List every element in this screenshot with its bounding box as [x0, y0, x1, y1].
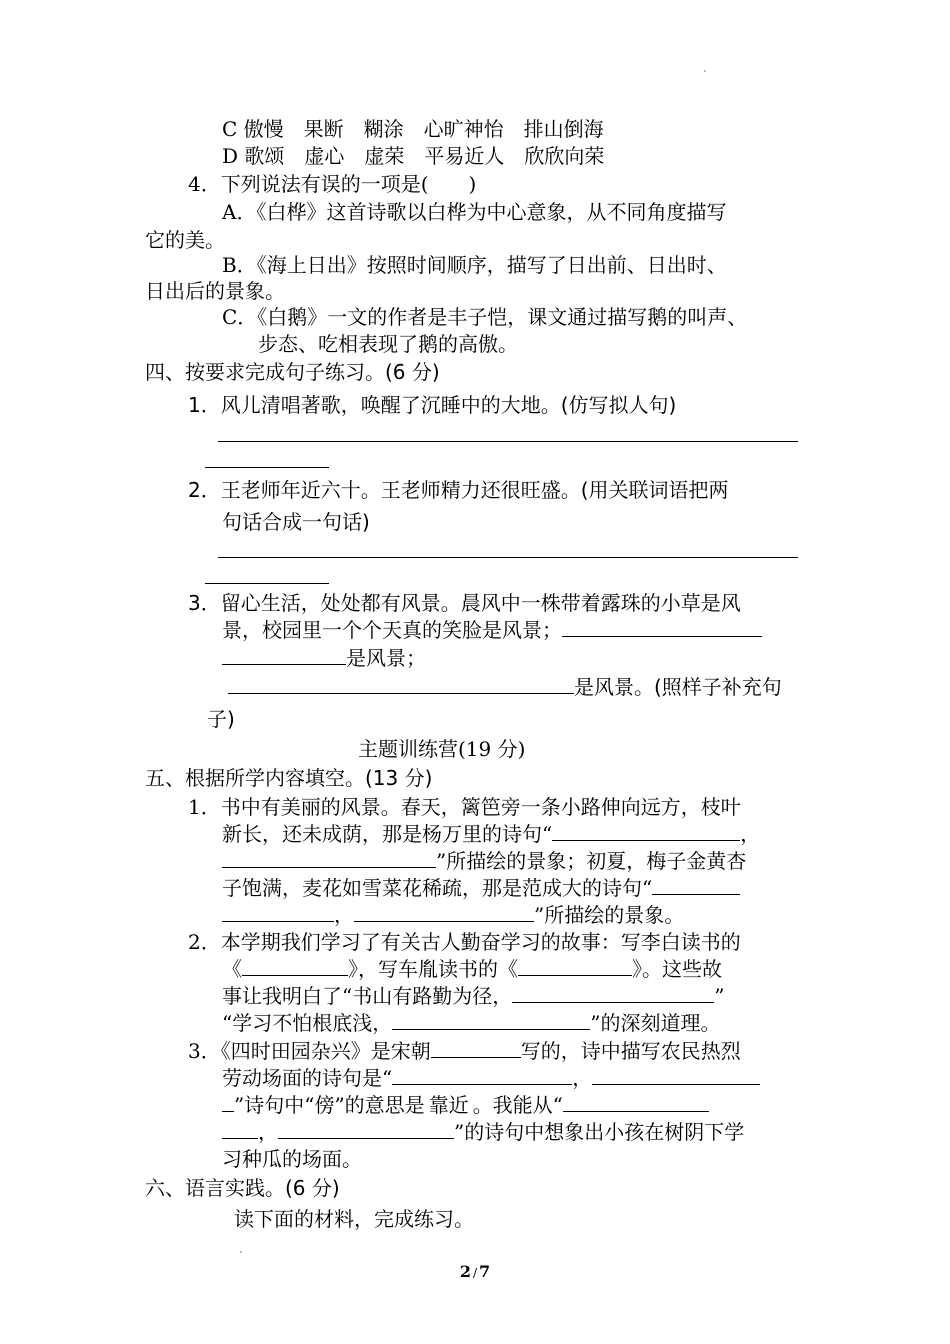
- q1-line2-text: 新长，还未成荫，那是杨万里的诗句“: [222, 822, 553, 846]
- q2-line4-tail: ”的深刻道理。: [590, 1011, 721, 1035]
- section4-q2-line1: 2．王老师年近六十。王老师精力还很旺盛。(用关联词语把两: [188, 478, 729, 502]
- q3-line2-text: 景，校园里一个个天真的笑脸是风景；: [222, 618, 562, 642]
- answer-blank[interactable]: [518, 957, 632, 976]
- q4-stem: 4．下列说法有误的一项是( ): [188, 172, 477, 196]
- q2-line2-mid: 》，写车胤读书的《: [348, 957, 518, 981]
- q3-answer: 靠近: [428, 1093, 469, 1117]
- theme-heading: 主题训练营(19 分): [358, 737, 526, 761]
- section5-title: 五、根据所学内容填空。(13 分): [145, 766, 433, 790]
- section5-q3-line4: [222, 1119, 744, 1145]
- q2-line4-head: “学习不怕根底浅，: [222, 1011, 393, 1035]
- answer-blank[interactable]: [278, 1120, 454, 1139]
- section4-q3-line2: [222, 617, 762, 643]
- answer-blank[interactable]: [222, 646, 346, 665]
- q3-line3-mid: ”诗句中“傍”的意思是: [234, 1093, 425, 1117]
- comma: ，: [740, 822, 761, 846]
- section4-q1: 1．风儿清唱著歌，唤醒了沉睡中的大地。(仿写拟人句): [188, 393, 677, 417]
- answer-blank[interactable]: [652, 876, 740, 895]
- answer-blank[interactable]: [563, 1093, 709, 1112]
- answer-blank[interactable]: [228, 675, 574, 694]
- answer-blank[interactable]: [222, 1120, 258, 1139]
- answer-blank[interactable]: [354, 903, 534, 922]
- q3-line4-tail: 是风景。(照样子补充句: [574, 675, 782, 699]
- section4-q3-line5: 子): [207, 707, 235, 731]
- q3-line4-tail: ”的诗句中想象出小孩在树阴下学: [454, 1120, 745, 1144]
- q1-line5-tail: ”所描绘的景象。: [534, 903, 685, 927]
- comma: ，: [334, 903, 354, 927]
- answer-blank[interactable]: [222, 903, 334, 922]
- section5-q3-line1: [188, 1038, 741, 1064]
- q3-line1-tail: 写的，诗中描写农民热烈: [520, 1039, 741, 1063]
- section5-q1-line1: 1．书中有美丽的风景。春天，篱笆旁一条小路伸向远方，枝叶: [188, 795, 741, 819]
- section5-q1-line5: [222, 902, 684, 928]
- answer-line[interactable]: [205, 467, 329, 468]
- answer-blank[interactable]: [242, 957, 348, 976]
- comma: ，: [572, 1066, 593, 1090]
- quote-close: ”: [714, 984, 725, 1008]
- q4-option-a-line2: 它的美。: [145, 228, 225, 252]
- answer-blank[interactable]: [552, 822, 740, 841]
- q2-line2-tail: 》。这些故: [632, 957, 722, 981]
- q3-line1-head: 3．《四时田园杂兴》是宋朝: [188, 1039, 431, 1063]
- answer-blank[interactable]: [512, 984, 714, 1003]
- answer-blank[interactable]: [431, 1039, 521, 1058]
- section5-q3-line2: [222, 1065, 760, 1091]
- answer-line[interactable]: [205, 583, 329, 584]
- section4-q3-line1: 3．留心生活，处处都有风景。晨风中一株带着露珠的小草是风: [188, 591, 741, 615]
- section5-q1-line3: [222, 848, 746, 874]
- section5-q2-line2: [222, 956, 722, 982]
- section5-q2-line3: [222, 983, 724, 1009]
- section5-q2-line4: [222, 1010, 720, 1036]
- page-current: 2: [459, 1262, 471, 1281]
- q4-option-b-line1: B．《海上日出》按照时间顺序，描写了日出前、日出时、: [222, 253, 727, 277]
- section5-q2-line1: 2．本学期我们学习了有关古人勤奋学习的故事：写李白读书的: [188, 930, 741, 954]
- section4-q3-line3: [222, 645, 426, 671]
- q3-option-c: C 傲慢 果断 糊涂 心旷神怡 排山倒海: [222, 117, 604, 141]
- section5-q1-line4: [222, 875, 740, 901]
- answer-line[interactable]: [218, 441, 798, 442]
- answer-blank[interactable]: [392, 1011, 590, 1030]
- answer-blank[interactable]: [562, 618, 762, 637]
- answer-line[interactable]: [218, 557, 798, 558]
- page-number: [0, 1262, 950, 1283]
- answer-blank[interactable]: [592, 1066, 760, 1085]
- q4-option-c-line2: 步态、吃相表现了鹅的高傲。: [258, 332, 518, 356]
- section5-q1-line2: [222, 821, 760, 847]
- q1-line3-tail: ”所描绘的景象；初夏，梅子金黄杏: [436, 849, 747, 873]
- page-total: 7: [479, 1262, 491, 1281]
- q3-line3-tail: 是风景；: [346, 646, 426, 670]
- book-mark-open: 《: [222, 957, 242, 981]
- q4-option-b-line2: 日出后的景象。: [145, 279, 285, 303]
- q4-option-a-line1: A．《白桦》这首诗歌以白桦为中心意象，从不同角度描写: [222, 200, 727, 224]
- answer-blank[interactable]: [222, 849, 436, 868]
- q3-line2-head: 劳动场面的诗句是“: [222, 1066, 393, 1090]
- section4-q3-line4: [228, 674, 782, 700]
- q3-option-d: D 歌颂 虚心 虚荣 平易近人 欣欣向荣: [222, 144, 605, 168]
- section6-intro: 读下面的材料，完成练习。: [234, 1207, 474, 1231]
- comma: ，: [258, 1120, 278, 1144]
- section5-q3-line5: 习种瓜的场面。: [222, 1147, 362, 1171]
- q2-line3-text: 事让我明白了“书山有路勤为径，: [222, 984, 513, 1008]
- section4-q2-line2: 句话合成一句话): [222, 510, 370, 534]
- section5-q3-line3: [222, 1092, 709, 1118]
- q1-line4-text: 子饱满，麦花如雪菜花稀疏，那是范成大的诗句“: [222, 876, 653, 900]
- answer-blank[interactable]: [392, 1066, 572, 1085]
- page-separator: /: [472, 1266, 478, 1280]
- section6-title: 六、语言实践。(6 分): [145, 1176, 340, 1200]
- q3-line3-tail: 。我能从“: [472, 1093, 563, 1117]
- section4-title: 四、按要求完成句子练习。(6 分): [145, 360, 440, 384]
- answer-blank[interactable]: [222, 1093, 234, 1112]
- scan-dot: [240, 1251, 242, 1253]
- scan-dot: [704, 70, 706, 72]
- q4-option-c-line1: C．《白鹅》一文的作者是丰子恺，课文通过描写鹅的叫声、: [222, 305, 748, 329]
